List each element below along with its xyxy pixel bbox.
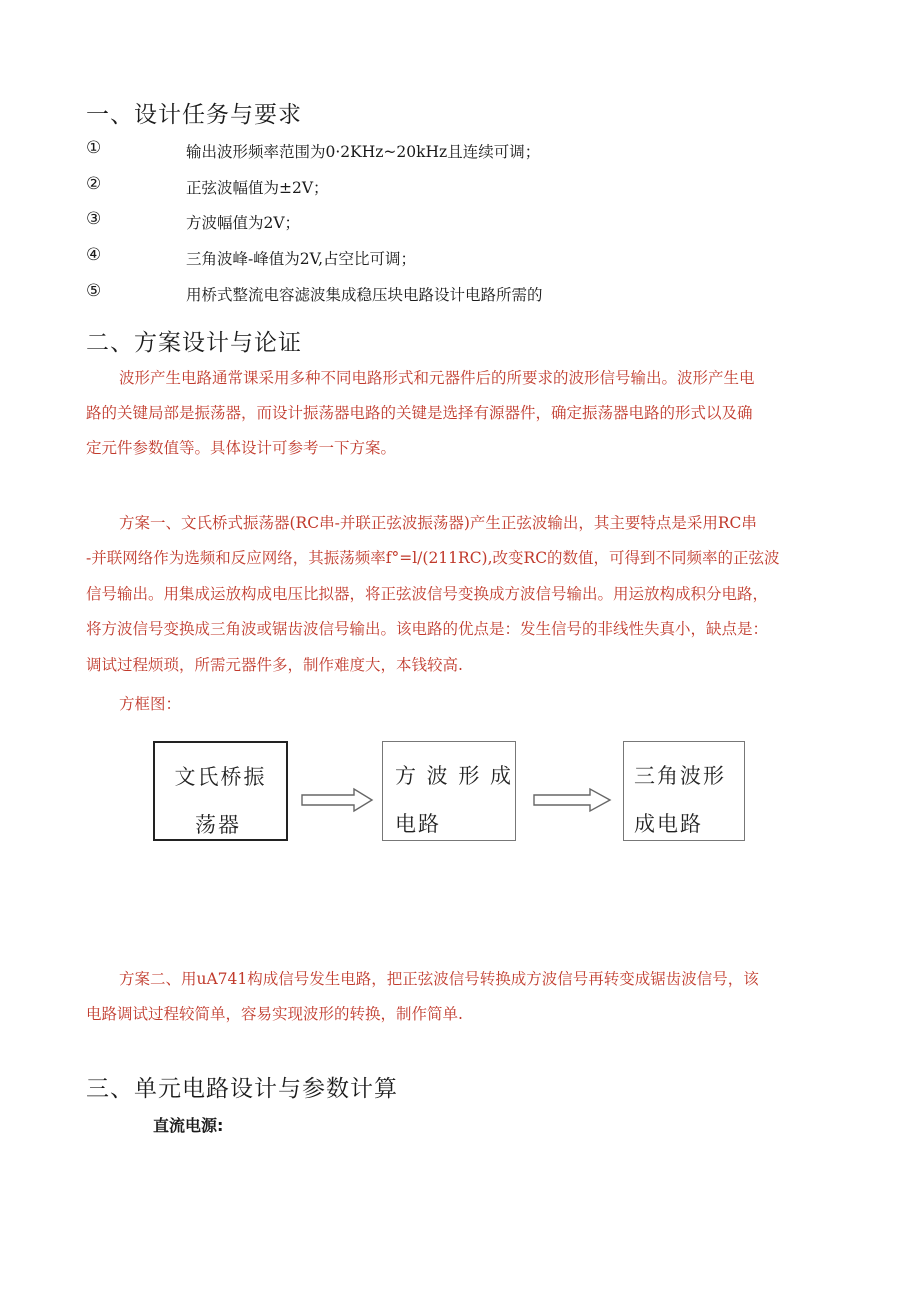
subsection-title: 直流电源:: [153, 1116, 224, 1135]
section3-heading: 三、单元电路设计与参数计算: [86, 1076, 398, 1102]
plan1-line: 调试过程烦琐，所需元器件多，制作难度大，本钱较高.: [86, 656, 463, 674]
item-number: ⑤: [86, 281, 102, 301]
requirement-text: 正弦波幅值为±2V；: [186, 179, 329, 197]
box-line: 三角波形: [634, 764, 726, 788]
arrow-right-icon: [530, 785, 620, 815]
box-line: 荡器: [195, 813, 241, 837]
section1-heading: 一、设计任务与要求: [86, 102, 302, 128]
item-number: ③: [86, 209, 102, 229]
requirement-text: 方波幅值为2V；: [186, 214, 301, 232]
box-line: 成电路: [634, 812, 703, 836]
arrow-right-icon: [300, 785, 380, 815]
intro-line: 波形产生电路通常课采用多种不同电路形式和元器件后的所要求的波形信号输出。波形产生电: [119, 369, 755, 387]
requirement-text: 三角波峰-峰值为2V,占空比可调；: [186, 250, 417, 268]
diagram-box-square-wave: [382, 741, 516, 841]
plan1-line: 方案一、文氏桥式振荡器(RC串-并联正弦波振荡器)产生正弦波输出，其主要特点是采用RC串: [119, 514, 757, 532]
intro-line: 定元件参数值等。具体设计可参考一下方案。: [86, 439, 397, 457]
plan1-line: -并联网络作为选频和反应网络，其振荡频率f°=l/(211RC),改变RC的数值，可得到不同频率的正弦波: [86, 549, 780, 567]
intro-line: 路的关键局部是振荡器，而设计振荡器电路的关键是选择有源器件，确定振荡器电路的形式以及确: [86, 404, 753, 422]
section2-heading: 二、方案设计与论证: [86, 330, 302, 356]
requirement-text: 用桥式整流电容滤波集成稳压块电路设计电路所需的: [186, 286, 543, 304]
item-number: ①: [86, 138, 102, 158]
box-line: 方 波 形 成: [395, 764, 514, 788]
plan2-line: 电路调试过程较简单，容易实现波形的转换，制作简单.: [86, 1005, 463, 1023]
plan1-line: 将方波信号变换成三角波或锯齿波信号输出。该电路的优点是：发生信号的非线性失真小，缺点是：: [86, 620, 769, 638]
box-line: 文氏桥振: [174, 765, 267, 789]
item-number: ②: [86, 174, 102, 194]
plan1-line: 信号输出。用集成运放构成电压比拟器，将正弦波信号变换成方波信号输出。用运放构成积分电路，: [86, 585, 769, 603]
item-number: ④: [86, 245, 102, 265]
plan2-line: 方案二、用uA741构成信号发生电路，把正弦波信号转换成方波信号再转变成锯齿波信号，该: [119, 970, 759, 988]
requirement-text: 输出波形频率范围为0·2KHz~20kHz且连续可调；: [186, 143, 541, 161]
box-line: 电路: [395, 812, 441, 836]
diagram-box-triangle-wave: [623, 741, 745, 841]
diagram-label: 方框图：: [119, 695, 182, 713]
diagram-box-wien-oscillator: [153, 741, 288, 841]
